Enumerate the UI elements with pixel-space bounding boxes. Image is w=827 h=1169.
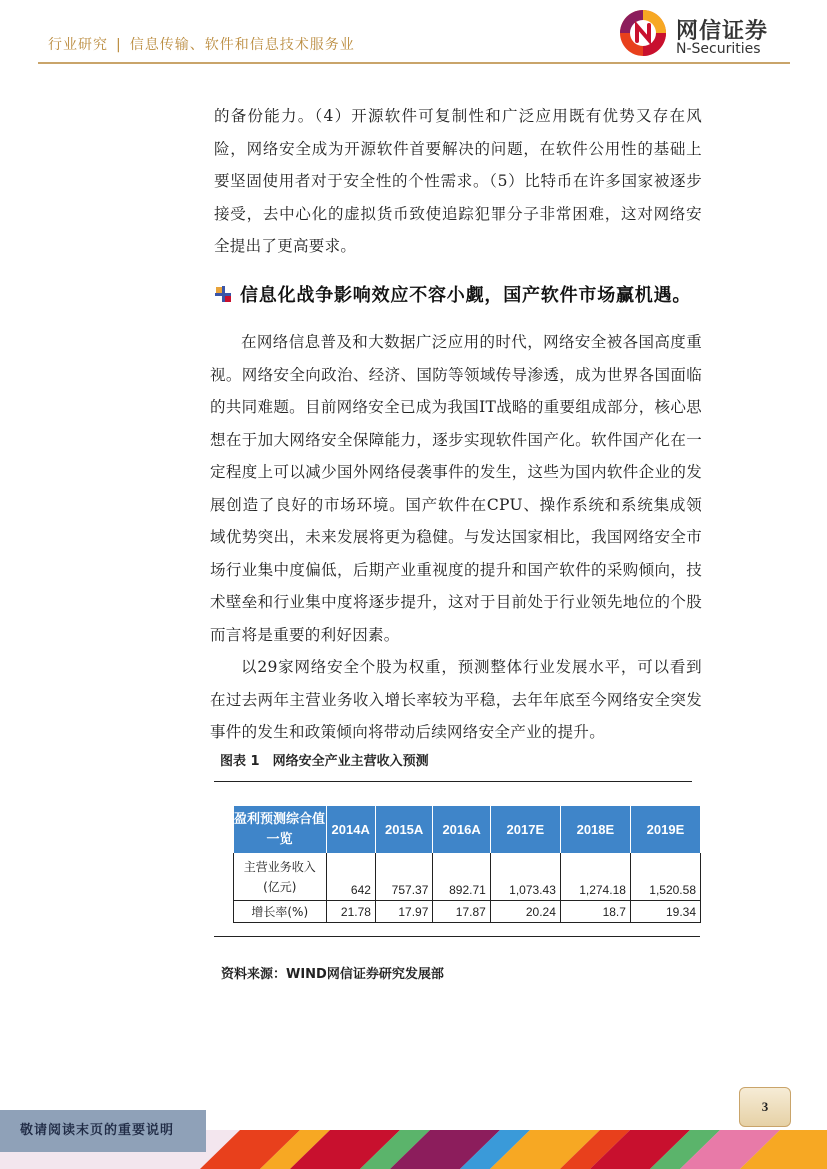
figure-bottom-rule	[214, 936, 700, 937]
body-paragraph-1: 在网络信息普及和大数据广泛应用的时代，网络安全被各国高度重视。网络安全向政治、经济、国防等领域传导渗透，成为世界各国面临的共同难题。目前网络安全已成为我国IT战略的重要组成部分，核心思想在于加大网络安全保障能力，逐步实现软件国产化。软件国产化在一定程度上可以减少国外网络侵袭事件的发生，这些为国内软件企业的发展创造了良好的市场环境。国产软件在CPU、操作系统和系统集成领域优势突出，未来发展将更为稳健。与发达国家相比，我国网络安全市场行业集中度偏低，后期产业重视度的提升和国产软件的采购倾向，技术壁垒和行业集中度将逐步提升，这对于目前处于行业领先地位的个股而言将是重要的利好因素。	[210, 333, 702, 644]
figure-top-rule	[214, 781, 692, 782]
header-section: 行业研究	[48, 37, 108, 53]
table-row-label: 增长率(%)	[234, 901, 327, 923]
body-paragraph-2: 以29家网络安全个股为权重，预测整体行业发展水平，可以看到在过去两年主营业务收入增长率较为平稳，去年年底至今网络安全突发事件的发生和政策倾向将带动后续网络安全产业的提升。	[210, 658, 702, 741]
table-col-header: 2016A	[433, 806, 490, 853]
header-category	[48, 34, 355, 54]
table-cell: 1,073.43	[490, 853, 560, 901]
table-cell: 19.34	[630, 901, 700, 923]
table-col-header: 2015A	[375, 806, 432, 853]
table-cell: 21.78	[326, 901, 375, 923]
heading-text: 信息化战争影响效应不容小觑，国产软件市场赢机遇。	[240, 285, 692, 306]
logo-mark-icon	[618, 8, 668, 58]
figure-source: 资料来源：WIND网信证券研究发展部	[221, 967, 444, 982]
heading-bullet-icon	[214, 285, 232, 303]
table-header-row	[234, 806, 701, 853]
table-row	[234, 901, 701, 923]
table-row-label: 主营业务收入(亿元)	[234, 853, 327, 901]
brand-name-cn: 网信证券	[676, 19, 769, 44]
table-cell: 1,274.18	[560, 853, 630, 901]
table-corner-label: 盈利预测综合值一览	[234, 806, 327, 853]
table-col-header: 2017E	[490, 806, 560, 853]
header-separator: |	[116, 37, 122, 53]
table-cell: 17.97	[375, 901, 432, 923]
intro-paragraph: 的备份能力。（4）开源软件可复制性和广泛应用既有优势又存在风险，网络安全成为开源软件首要解决的问题，在软件公用性的基础上要坚固使用者对于安全性的个性需求。（5）比特币在许多国家被逐步接受，去中心化的虚拟货币致使追踪犯罪分子非常困难，这对网络安全提出了更高要求。	[214, 107, 702, 255]
table-cell: 757.37	[375, 853, 432, 901]
revenue-forecast-table	[233, 806, 701, 923]
table-cell: 892.71	[433, 853, 490, 901]
body-section	[210, 326, 702, 749]
table-row	[234, 853, 701, 901]
brand-name-en: N-Securities	[676, 41, 761, 57]
page-number: 3	[739, 1087, 791, 1127]
figure-title: 图表 1 网络安全产业主营收入预测	[220, 754, 429, 769]
header-industry: 信息传输、软件和信息技术服务业	[129, 37, 355, 53]
table-cell: 642	[326, 853, 375, 901]
table-cell: 1,520.58	[630, 853, 700, 901]
brand-logo	[618, 8, 788, 58]
page-header	[0, 0, 827, 70]
intro-section	[214, 100, 702, 263]
section-heading	[214, 281, 714, 311]
table-cell: 20.24	[490, 901, 560, 923]
footer-disclaimer-note: 敬请阅读末页的重要说明	[0, 1110, 206, 1152]
table-cell: 18.7	[560, 901, 630, 923]
header-divider	[38, 62, 790, 64]
table-col-header: 2014A	[326, 806, 375, 853]
table-cell: 17.87	[433, 901, 490, 923]
table-col-header: 2019E	[630, 806, 700, 853]
table-col-header: 2018E	[560, 806, 630, 853]
